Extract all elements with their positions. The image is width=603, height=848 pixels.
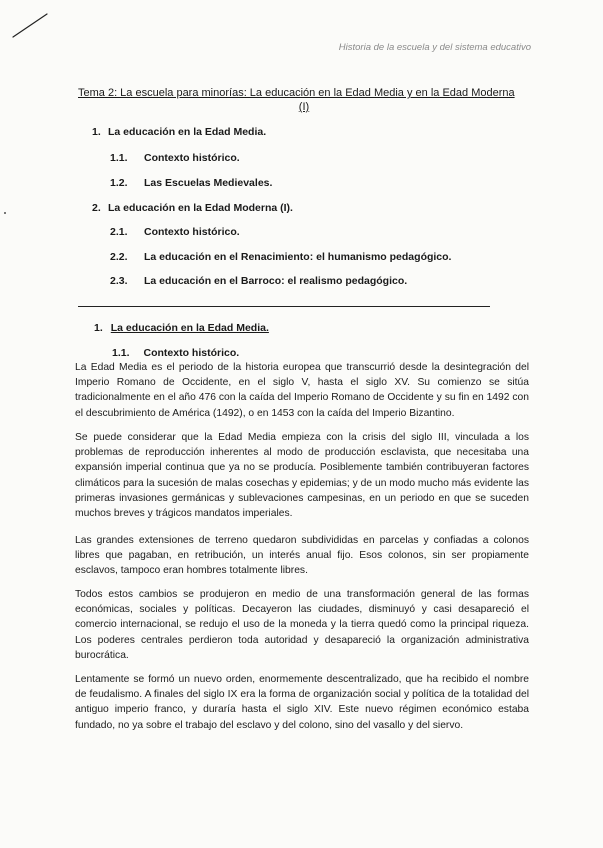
toc-item-number: 2.2. [110, 251, 128, 263]
toc-item-label: Contexto histórico. [144, 226, 240, 238]
section-divider [78, 306, 490, 307]
subsection-heading [112, 347, 239, 359]
toc-item-number: 2.3. [110, 275, 128, 287]
toc-item-number: 1.2. [110, 177, 128, 189]
pen-stroke-mark [10, 10, 50, 40]
toc-item-label: Las Escuelas Medievales. [144, 177, 273, 189]
toc-item-label: Contexto histórico. [144, 152, 240, 164]
body-paragraph: Se puede considerar que la Edad Media empieza con la crisis del siglo III, vinculada a los problemas de reproducción inherentes al modo de producción esclavista, que necesitaba una expansión imperial continua que ya no se producía. Posiblemente también contribuyeran factores climáticos para la sucesión de malas cosechas y epidemias; y de un modo mucho más evidente las primeras invasiones germánicas y sublevaciones campesinas, en un periodo en que se suceden muchos breves y trágicos mandatos imperiales. [75, 432, 529, 520]
section-heading [94, 322, 269, 334]
body-paragraph: Las grandes extensiones de terreno quedaron subdivididas en parcelas y confiadas a colonos libres que pagaban, en retribución, un interés anual fijo. Esos colonos, sin ser propiamente esclavos, tampoco eran hombres totalmente libres. [75, 535, 529, 577]
section-title: La educación en la Edad Media. [110, 322, 269, 334]
toc-item-number: 2. [92, 202, 101, 214]
body-paragraph: La Edad Media es el periodo de la historia europea que transcurrió desde la desintegración del Imperio Romano de Occidente, en el siglo V, hasta el siglo XV. Su comienzo se sitúa tradicionalmente en el año 476 con la caída del Imperio Romano de Occidente y su fin en 1492 con el descubrimiento de América (1492), o en 1453 con la caída del Imperio Bizantino. [75, 362, 529, 419]
toc-item-label: La educación en la Edad Moderna (I). [108, 202, 293, 214]
toc-item-label: La educación en el Barroco: el realismo pedagógico. [144, 275, 408, 287]
topic-title-line2: (I) [298, 101, 310, 113]
toc-item-number: 1. [92, 126, 101, 138]
running-header: Historia de la escuela y del sistema educativo [338, 42, 531, 53]
toc-item-number: 2.1. [110, 226, 128, 238]
subsection-title: Contexto histórico. [143, 347, 240, 359]
subsection-number: 1.1. [112, 347, 130, 359]
topic-title [78, 86, 530, 114]
topic-title-line1: Tema 2: La escuela para minorías: La educación en la Edad Media y en la Edad Moderna [78, 87, 515, 99]
body-paragraph: Todos estos cambios se produjeron en medio de una transformación general de las formas económicas, sociales y políticas. Decayeron las ciudades, disminuyó y casi desapareció el comercio internacional, se redujo el uso de la moneda y la tierra quedó como la principal riqueza. Los poderes centrales perdieron toda autoridad y desapareció la organización administrativa burocrática. [75, 589, 529, 661]
section-number: 1. [94, 322, 103, 334]
toc-item-label: La educación en la Edad Media. [108, 126, 267, 138]
toc-item-label: La educación en el Renacimiento: el humanismo pedagógico. [144, 251, 452, 263]
toc-item-number: 1.1. [110, 152, 128, 164]
body-paragraph: Lentamente se formó un nuevo orden, enormemente descentralizado, que ha recibido el nombre de feudalismo. A finales del siglo IX era la forma de organización social y política de la totalidad del antiguo imperio franco, y duraría hasta el siglo XIV. Este nuevo régimen económico estaba fundado, no ya sobre el trabajo del esclavo y del colono, sino del vasallo y del siervo. [75, 674, 529, 731]
margin-speck [4, 212, 6, 214]
